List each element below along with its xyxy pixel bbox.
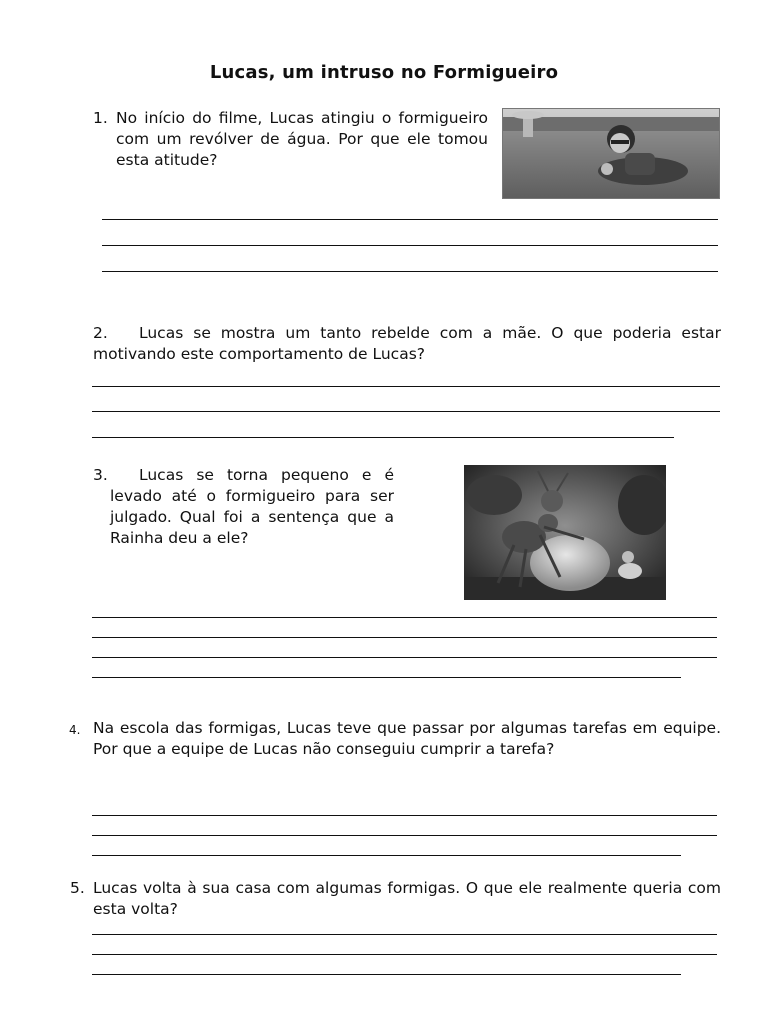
question-1-number: 1. <box>93 109 108 127</box>
answer-line[interactable] <box>102 245 718 246</box>
answer-line[interactable] <box>92 637 717 638</box>
answer-line[interactable] <box>92 815 717 816</box>
question-5-number: 5. <box>70 879 85 897</box>
answer-line[interactable] <box>92 954 717 955</box>
question-1-text: No início do filme, Lucas atingiu o formigueiro com um revólver de água. Por que ele tomou esta atitude? <box>116 109 488 169</box>
answer-line[interactable] <box>92 657 717 658</box>
boy-on-lawn-icon <box>503 109 719 198</box>
question-2-text: Lucas se mostra um tanto rebelde com a mãe. O que poderia estar motivando este comportamento de Lucas? <box>93 324 721 363</box>
answer-line[interactable] <box>92 677 681 678</box>
answer-line[interactable] <box>92 934 717 935</box>
answer-line[interactable] <box>92 386 720 387</box>
question-4-text: Na escola das formigas, Lucas teve que passar por algumas tarefas em equipe. Por que a equipe de Lucas não conseguiu cumprir a tarefa? <box>93 719 721 758</box>
answer-line[interactable] <box>92 437 674 438</box>
question-3-number: 3. <box>93 466 108 484</box>
question-3-text: Lucas se torna pequeno e é levado até o formigueiro para ser julgado. Qual foi a sentença que a Rainha deu a ele? <box>110 466 394 547</box>
boy-on-lawn-photo <box>502 108 720 199</box>
answer-line[interactable] <box>92 974 681 975</box>
answer-line[interactable] <box>102 271 718 272</box>
ant-with-rock-photo <box>464 465 666 600</box>
answer-line[interactable] <box>92 617 717 618</box>
page-title: Lucas, um intruso no Formigueiro <box>209 62 559 83</box>
ant-with-rock-icon <box>464 465 666 600</box>
question-5-text: Lucas volta à sua casa com algumas formigas. O que ele realmente queria com esta volta? <box>93 879 721 918</box>
question-2-number: 2. <box>93 324 108 342</box>
answer-line[interactable] <box>92 855 681 856</box>
answer-line[interactable] <box>92 411 720 412</box>
question-4-number: 4. <box>69 723 81 737</box>
answer-line[interactable] <box>102 219 718 220</box>
answer-line[interactable] <box>92 835 717 836</box>
